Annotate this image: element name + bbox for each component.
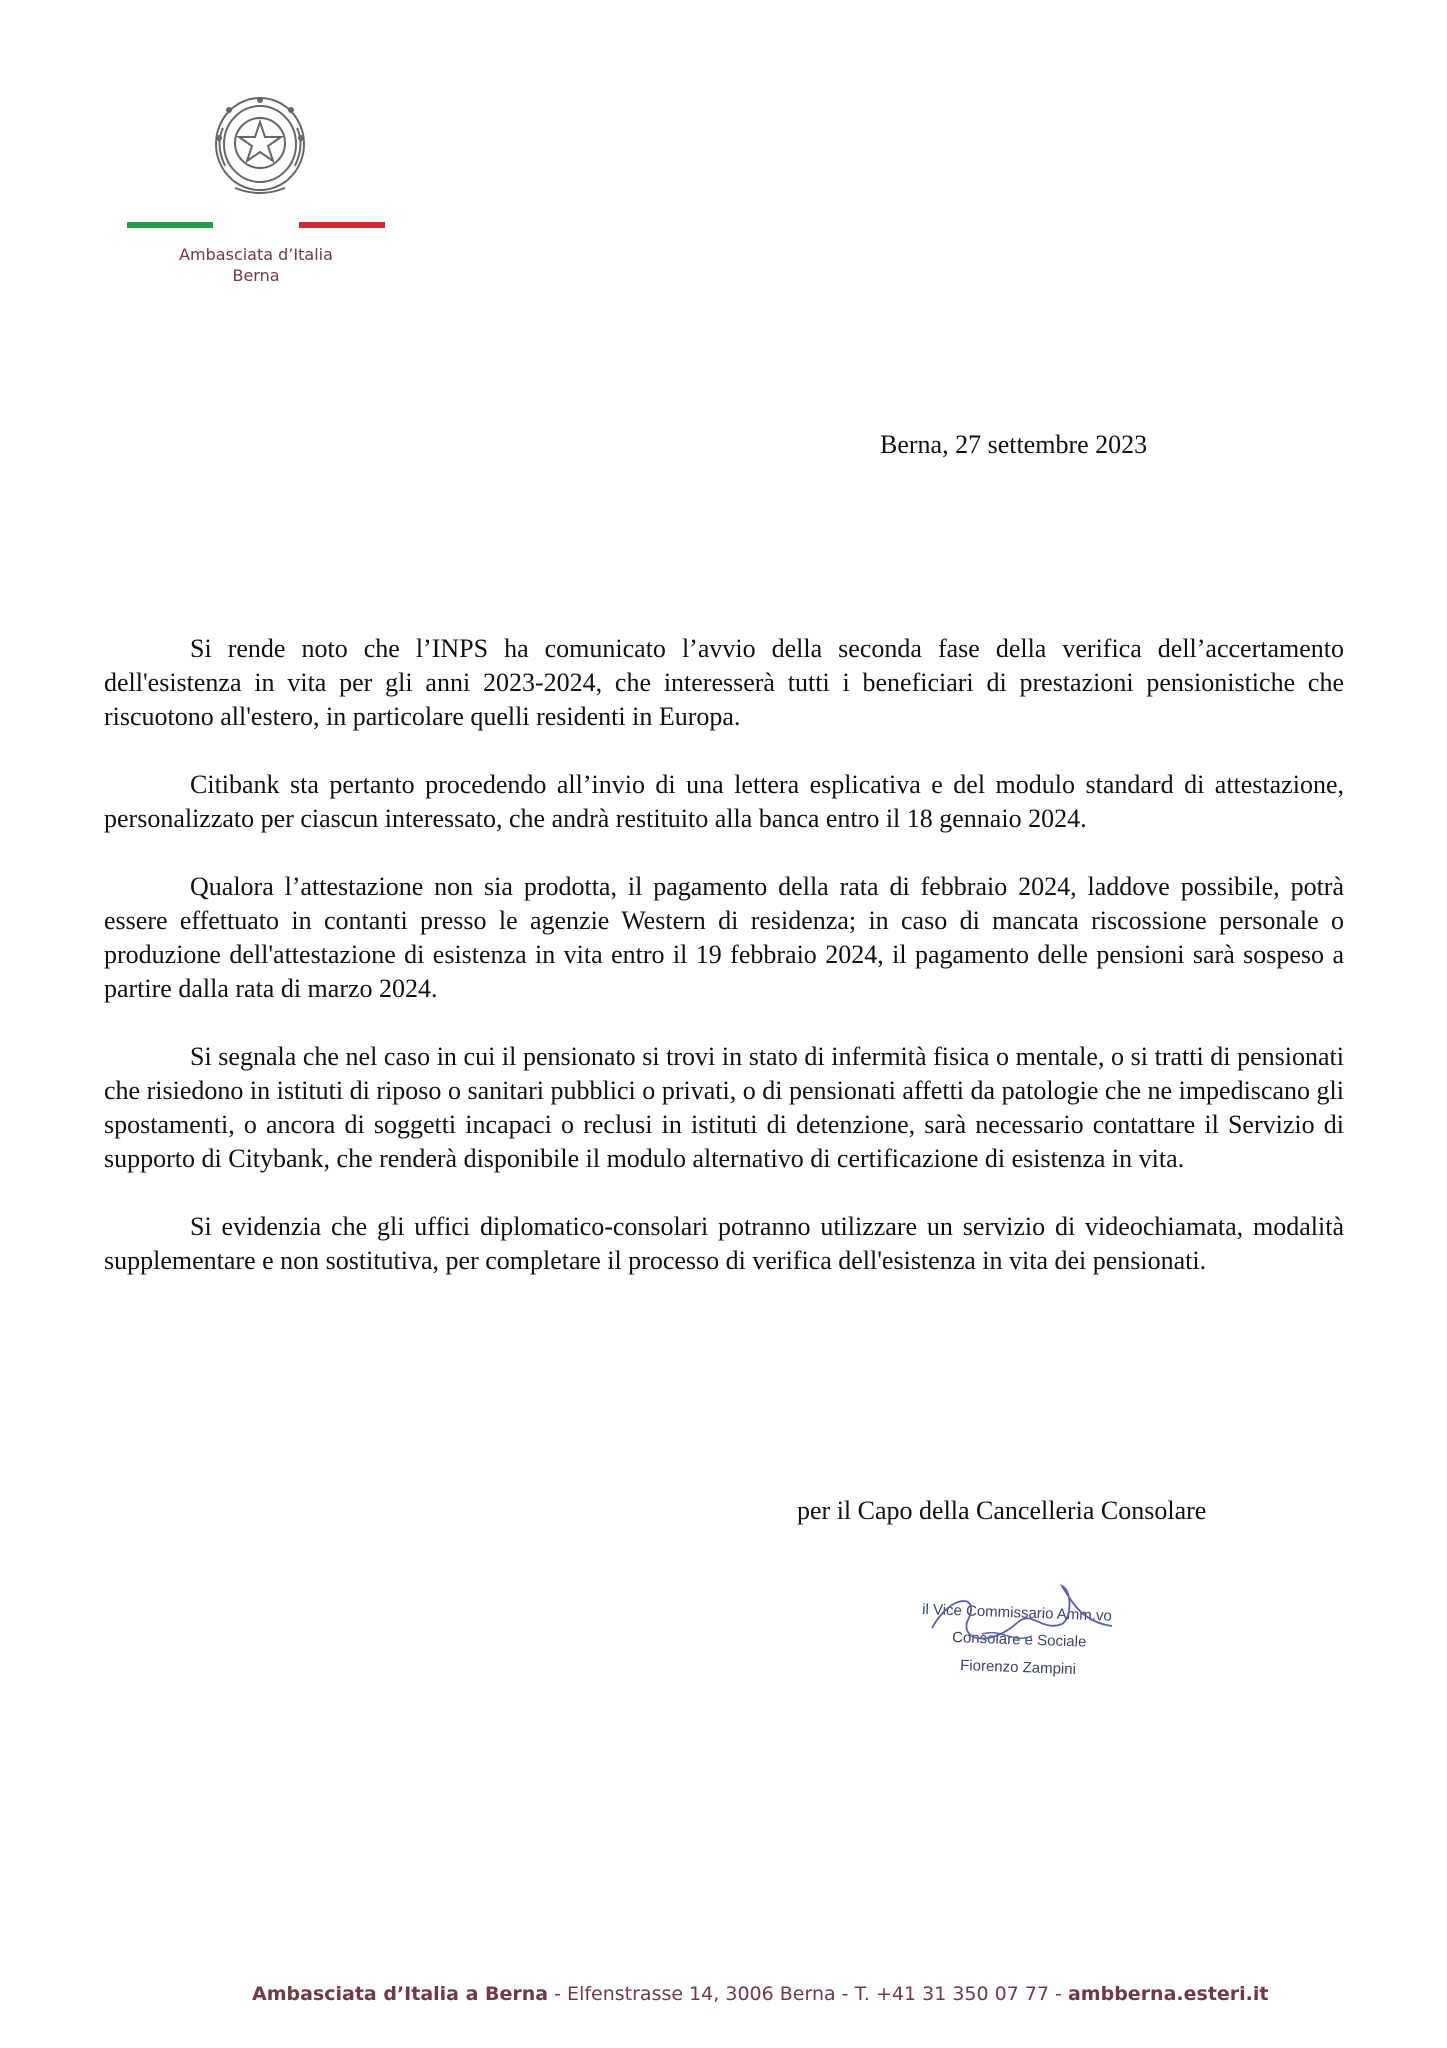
institution-name: Ambasciata d’Italia xyxy=(179,245,333,264)
italian-republic-emblem xyxy=(205,88,315,206)
paragraph: Si rende noto che l’INPS ha comunicato l’avvio della seconda fase della verifica dell’accertamento dell'esistenza in vita per gli anni 2023-2024, che interesserà tutti i beneficiari di prestazioni pensionistiche che riscuotono all'estero, in particolare quelli residenti in Europa. xyxy=(104,634,1344,731)
signature-stamp xyxy=(922,1582,1152,1692)
footer-embassy: Ambasciata d’Italia a Berna xyxy=(252,1983,549,2005)
flag-stripe-red xyxy=(299,222,385,228)
paragraph: Si segnala che nel caso in cui il pensionato si trovi in stato di infermità fisica o mentale, o si tratti di pensionati che risiedono in istituti di riposo o sanitari pubblici o privati, o di pensionati affetti da patologie che ne impediscano gli spostamenti, o ancora di soggetti incapaci o reclusi in istituti di detenzione, sarà necessario contattare il Servizio di supporto di Citybank, che renderà disponibile il modulo alternativo di certificazione di esistenza in vita. xyxy=(104,1042,1344,1173)
institution-city: Berna xyxy=(232,266,280,285)
signature-title: il Vice Commissario Amm.vo xyxy=(922,1601,1113,1625)
letter-body xyxy=(104,632,1344,1312)
paragraph: Qualora l’attestazione non sia prodotta, il pagamento della rata di febbraio 2024, laddove possibile, potrà essere effettuato in contanti presso le agenzie Western di residenza; in caso di mancata riscossione personale o produzione dell'attestazione di esistenza in vita entro il 19 febbraio 2024, il pagamento delle pensioni sarà sospeso a partire dalla rata di marzo 2024. xyxy=(104,872,1344,1003)
letter-date: Berna, 27 settembre 2023 xyxy=(880,430,1148,459)
closing-line: per il Capo della Cancelleria Consolare xyxy=(797,1496,1207,1525)
letterhead xyxy=(120,244,392,286)
signature-office: Consolare e Sociale xyxy=(951,1629,1087,1651)
signature-name: Fiorenzo Zampini xyxy=(959,1657,1077,1679)
flag-stripe-green xyxy=(127,222,213,228)
footer xyxy=(252,1983,1269,2005)
footer-address: - Elfenstrasse 14, 3006 Berna - T. +41 31 350 07 77 - xyxy=(548,1983,1068,2005)
footer-website: ambberna.esteri.it xyxy=(1067,1983,1269,2005)
paragraph: Citibank sta pertanto procedendo all’invio di una lettera esplicativa e del modulo standard di attestazione, personalizzato per ciascun interessato, che andrà restituito alla banca entro il 18 gennaio 2024. xyxy=(104,770,1344,833)
paragraph: Si evidenzia che gli uffici diplomatico-consolari potranno utilizzare un servizio di videochiamata, modalità supplementare e non sostitutiva, per completare il processo di verifica dell'esistenza in vita dei pensionati. xyxy=(104,1212,1344,1275)
